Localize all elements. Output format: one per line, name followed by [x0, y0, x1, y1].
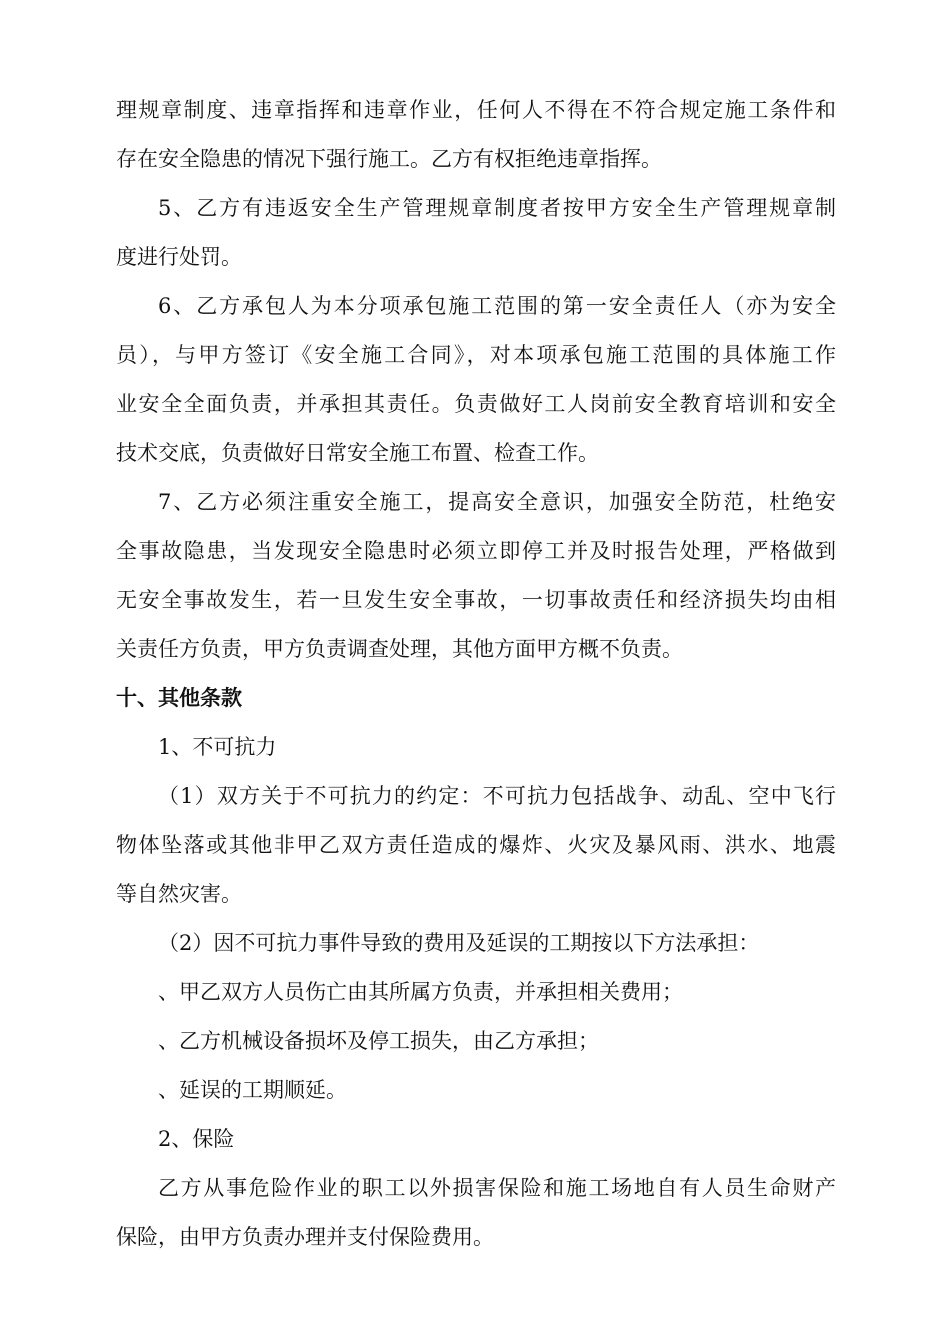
text-line: 关责任方负责，甲方负责调查处理，其他方面甲方概不负责。	[116, 637, 683, 661]
text-line: 度进行处罚。	[116, 245, 242, 269]
text-line: 业安全全面负责，并承担其责任。负责做好工人岗前安全教育培训和安全	[116, 392, 836, 416]
text-line: 、乙方机械设备损坏及停工损失，由乙方承担；	[158, 1029, 599, 1053]
text-line: 员），与甲方签订《安全施工合同》，对本项承包施工范围的具体施工作	[116, 343, 836, 367]
text-line: 技术交底，负责做好日常安全施工布置、检查工作。	[116, 441, 599, 465]
text-line: 6、乙方承包人为本分项承包施工范围的第一安全责任人（亦为安全	[158, 294, 836, 318]
text-line: （2）因不可抗力事件导致的费用及延误的工期按以下方法承担：	[158, 931, 760, 955]
text-line: 5、乙方有违返安全生产管理规章制度者按甲方安全生产管理规章制	[158, 196, 836, 220]
text-line: 无安全事故发生，若一旦发生安全事故，一切事故责任和经济损失均由相	[116, 588, 836, 612]
text-line: 、甲乙双方人员伤亡由其所属方负责，并承担相关费用；	[158, 980, 683, 1004]
text-line: 保险，由甲方负责办理并支付保险费用。	[116, 1225, 494, 1249]
text-line: 理规章制度、违章指挥和违章作业，任何人不得在不符合规定施工条件和	[116, 98, 836, 122]
text-line: （1）双方关于不可抗力的约定：不可抗力包括战争、动乱、空中飞行	[158, 784, 836, 808]
text-line: 等自然灾害。	[116, 882, 242, 906]
section-heading: 十、其他条款	[116, 686, 242, 710]
document-body	[116, 86, 836, 1262]
text-line: 乙方从事危险作业的职工以外损害保险和施工场地自有人员生命财产	[158, 1176, 836, 1200]
text-line: 7、乙方必须注重安全施工，提高安全意识，加强安全防范，杜绝安	[158, 490, 836, 514]
text-line: 全事故隐患，当发现安全隐患时必须立即停工并及时报告处理，严格做到	[116, 539, 836, 563]
text-line: 、延误的工期顺延。	[158, 1078, 347, 1102]
text-line: 物体坠落或其他非甲乙双方责任造成的爆炸、火灾及暴风雨、洪水、地震	[116, 833, 836, 857]
text-line: 1、不可抗力	[158, 735, 277, 759]
text-line: 2、保险	[158, 1127, 235, 1151]
text-line: 存在安全隐患的情况下强行施工。乙方有权拒绝违章指挥。	[116, 147, 662, 171]
